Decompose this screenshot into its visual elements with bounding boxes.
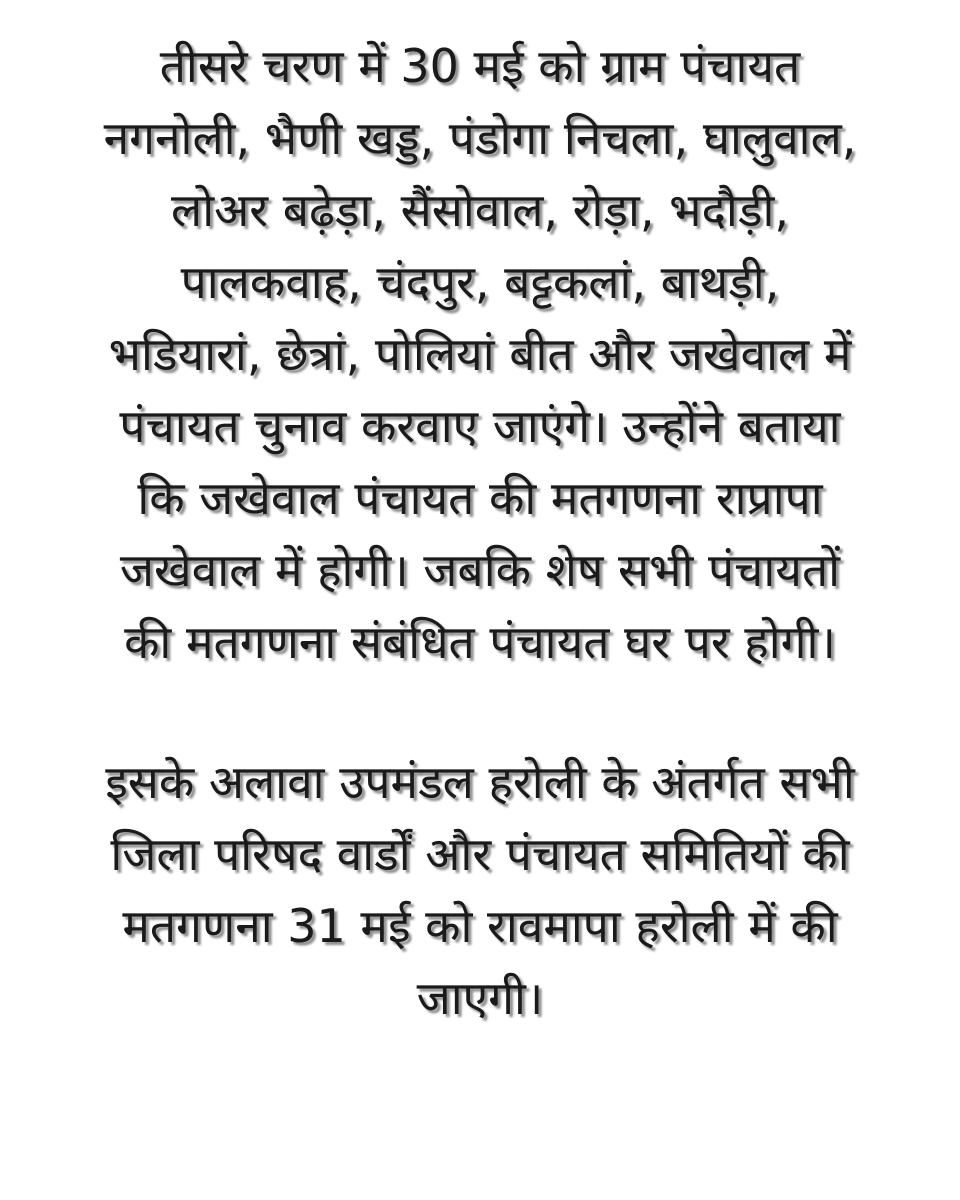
text-line: भडियारां, छेत्रां, पोलियां बीत और जखेवाल में: [108, 327, 852, 381]
text-line: तीसरे चरण में 30 मई को ग्राम पंचायत: [159, 39, 801, 93]
paragraph-spacer: [30, 678, 930, 746]
paragraph-2: [30, 746, 930, 1034]
text-line: लोअर बढ़ेड़ा, सैंसोवाल, रोड़ा, भदौड़ी,: [171, 183, 789, 237]
text-line: पालकवाह, चंदपुर, बट्टकलां, बाथड़ी,: [180, 255, 780, 309]
document-body: [0, 30, 960, 1034]
text-line: जखेवाल में होगी। जबकि शेष सभी पंचायतों: [119, 543, 841, 597]
text-line: की मतगणना संबंधित पंचायत घर पर होगी।: [124, 615, 836, 669]
text-line: मतगणना 31 मई को रावमापा हरोली में की: [122, 899, 838, 953]
text-line: जिला परिषद वार्डों और पंचायत समितियों की: [110, 827, 850, 881]
text-line: जाएगी।: [416, 971, 544, 1025]
text-line: कि जखेवाल पंचायत की मतगणना राप्रापा: [137, 471, 823, 525]
text-line: पंचायत चुनाव करवाए जाएंगे। उन्होंने बताया: [119, 399, 841, 453]
text-line: इसके अलावा उपमंडल हरोली के अंतर्गत सभी: [105, 755, 855, 809]
text-line: नगनोली, भैणी खड्ड, पंडोगा निचला, घालुवाल,: [103, 111, 857, 165]
paragraph-1: [30, 30, 930, 678]
